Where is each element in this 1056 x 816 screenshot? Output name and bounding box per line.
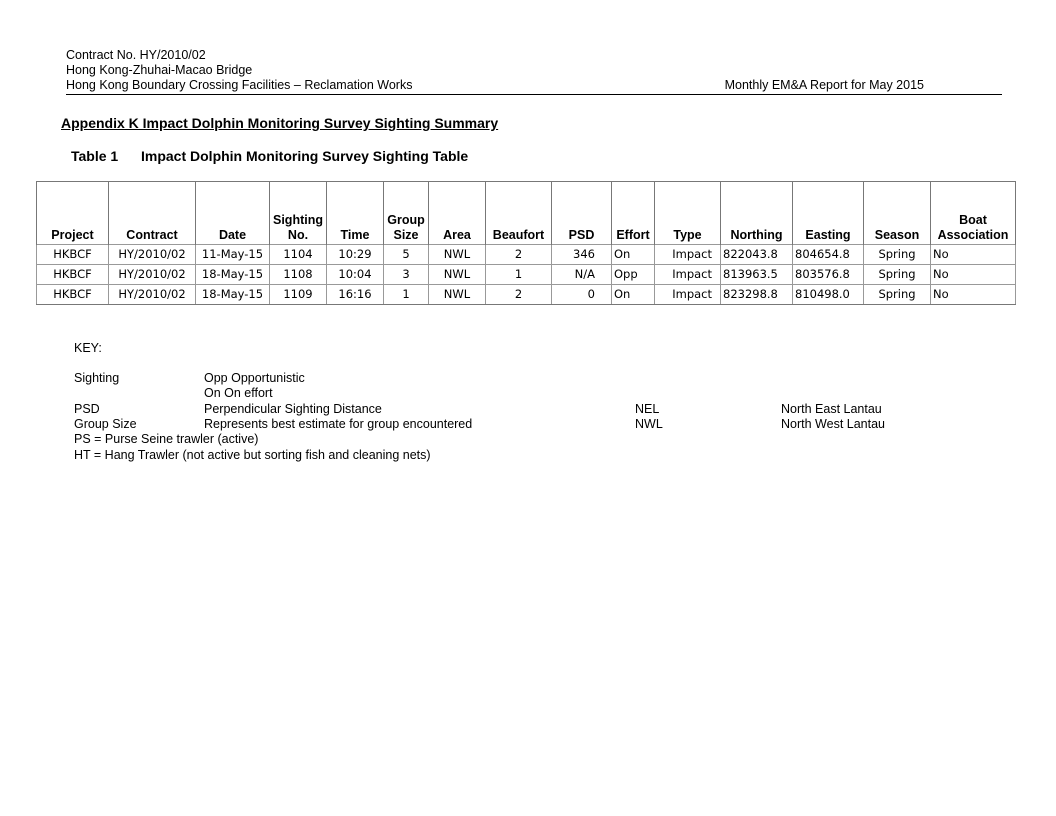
cell-boat-association: No (931, 265, 1016, 285)
works-name: Hong Kong Boundary Crossing Facilities – Reclamation Works (66, 78, 413, 92)
col-header: Northing (721, 182, 793, 245)
report-title: Monthly EM&A Report for May 2015 (724, 78, 924, 92)
cell-beaufort: 2 (486, 285, 552, 305)
col-header: Season (864, 182, 931, 245)
contract-number: Contract No. HY/2010/02 (66, 48, 206, 62)
cell-type: Impact (655, 245, 721, 265)
cell-date: 18-May-15 (196, 265, 270, 285)
col-header: Effort (612, 182, 655, 245)
key-on-definition: On On effort (204, 386, 273, 400)
cell-psd: N/A (552, 265, 612, 285)
key-opp-definition: Opp Opportunistic (204, 371, 305, 385)
cell-season: Spring (864, 265, 931, 285)
project-name: Hong Kong-Zhuhai-Macao Bridge (66, 63, 253, 77)
cell-sighting-no: 1108 (270, 265, 327, 285)
table-row (37, 285, 1016, 305)
cell-time: 10:04 (327, 265, 384, 285)
key-nwl-abbr: NWL (635, 417, 663, 431)
col-header: Project (37, 182, 109, 245)
cell-time: 10:29 (327, 245, 384, 265)
key-ht-line: HT = Hang Trawler (not active but sorting fish and cleaning nets) (74, 448, 431, 462)
key-nel-abbr: NEL (635, 402, 660, 416)
cell-area: NWL (429, 265, 486, 285)
key-psd-label: PSD (74, 402, 100, 416)
cell-time: 16:16 (327, 285, 384, 305)
cell-beaufort: 1 (486, 265, 552, 285)
col-header: Contract (109, 182, 196, 245)
cell-contract: HY/2010/02 (109, 245, 196, 265)
cell-date: 18-May-15 (196, 285, 270, 305)
col-header: Easting (793, 182, 864, 245)
col-header: Area (429, 182, 486, 245)
sighting-table (36, 181, 1016, 305)
col-header: Beaufort (486, 182, 552, 245)
key-sighting-label: Sighting (74, 371, 120, 385)
col-header: Boat Association (931, 182, 1016, 245)
col-header: Date (196, 182, 270, 245)
cell-boat-association: No (931, 245, 1016, 265)
cell-beaufort: 2 (486, 245, 552, 265)
table-number: Table 1 (71, 148, 119, 164)
key-ps-line: PS = Purse Seine trawler (active) (74, 432, 259, 446)
key-group-size-label: Group Size (74, 417, 137, 431)
col-header: PSD (552, 182, 612, 245)
cell-season: Spring (864, 285, 931, 305)
cell-easting: 803576.8 (793, 265, 864, 285)
cell-effort: On (612, 245, 655, 265)
cell-sighting-no: 1109 (270, 285, 327, 305)
cell-project: HKBCF (37, 285, 109, 305)
key-psd-definition: Perpendicular Sighting Distance (204, 402, 382, 416)
header-row (66, 78, 1002, 95)
page-header (66, 48, 1002, 95)
table-header-row (37, 182, 1016, 245)
cell-group-size: 5 (384, 245, 429, 265)
cell-type: Impact (655, 265, 721, 285)
cell-northing: 813963.5 (721, 265, 793, 285)
cell-area: NWL (429, 285, 486, 305)
cell-northing: 822043.8 (721, 245, 793, 265)
appendix-title: Appendix K Impact Dolphin Monitoring Survey Sighting Summary (61, 115, 499, 131)
cell-contract: HY/2010/02 (109, 285, 196, 305)
cell-project: HKBCF (37, 265, 109, 285)
col-header: Time (327, 182, 384, 245)
cell-psd: 0 (552, 285, 612, 305)
table-caption: Impact Dolphin Monitoring Survey Sighting Table (141, 148, 469, 164)
cell-area: NWL (429, 245, 486, 265)
cell-project: HKBCF (37, 245, 109, 265)
col-header: Group Size (384, 182, 429, 245)
key-title: KEY: (74, 341, 102, 355)
key-group-size-definition: Represents best estimate for group encountered (204, 417, 473, 431)
col-header: Type (655, 182, 721, 245)
key-nel-definition: North East Lantau (781, 402, 882, 416)
cell-boat-association: No (931, 285, 1016, 305)
cell-type: Impact (655, 285, 721, 305)
cell-group-size: 1 (384, 285, 429, 305)
table-row (37, 245, 1016, 265)
cell-easting: 804654.8 (793, 245, 864, 265)
cell-season: Spring (864, 245, 931, 265)
cell-effort: Opp (612, 265, 655, 285)
cell-sighting-no: 1104 (270, 245, 327, 265)
key-nwl-definition: North West Lantau (781, 417, 885, 431)
cell-contract: HY/2010/02 (109, 265, 196, 285)
cell-group-size: 3 (384, 265, 429, 285)
cell-effort: On (612, 285, 655, 305)
cell-psd: 346 (552, 245, 612, 265)
cell-easting: 810498.0 (793, 285, 864, 305)
table-row (37, 265, 1016, 285)
col-header: Sighting No. (270, 182, 327, 245)
cell-date: 11-May-15 (196, 245, 270, 265)
table-title (71, 148, 468, 164)
cell-northing: 823298.8 (721, 285, 793, 305)
